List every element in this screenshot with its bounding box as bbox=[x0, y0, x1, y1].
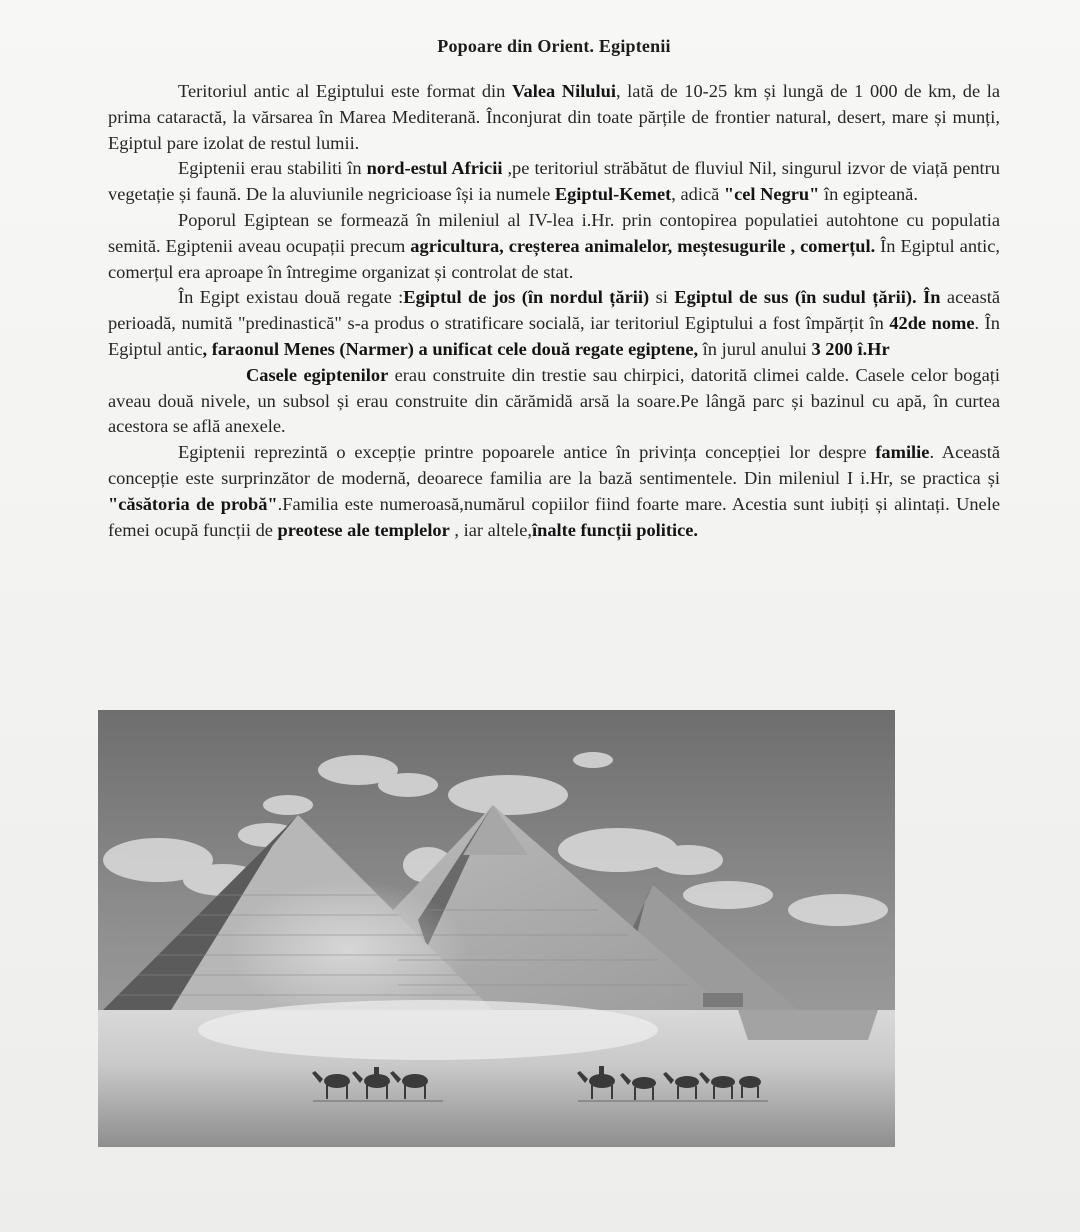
text-run: Poporul Egiptean se formează în mileniul al IV-lea i.Hr. prin contopirea populatiei autohtone cu populatia semită. Egiptenii aveau ocupații precum bbox=[108, 209, 1000, 256]
body-text bbox=[108, 79, 1000, 543]
paragraph bbox=[108, 79, 1000, 156]
bold-text: 3 200 î.Hr bbox=[811, 338, 890, 359]
text-run: , adică bbox=[671, 184, 724, 205]
text-run: în jurul anului bbox=[698, 338, 812, 359]
bold-text: Egiptul de sus (în sudul țării). În bbox=[674, 287, 941, 308]
text-run: . Această concepție este surprinzător de modernă, deoarece familia are la bază sentimentele. Din mileniul I i.Hr, se practica și bbox=[108, 442, 1000, 488]
document-page bbox=[108, 36, 1000, 543]
text-run: .Familia este numeroasă,numărul copiilor fiind foarte mare. Acestia sunt iubiți și alintați. Unele femei ocupă funcții de bbox=[108, 493, 1000, 540]
paragraph bbox=[108, 208, 1000, 285]
paragraph bbox=[108, 156, 1000, 208]
text-run: În Egipt existau două regate : bbox=[178, 287, 404, 308]
bold-text: preotese ale templelor bbox=[277, 519, 450, 540]
text-run: erau construite din trestie sau chirpici, datorită climei calde. Casele celor bogați aveau două nivele, un subsol și erau construite din cărămidă arsă la soare.Pe lângă parc și bazinul cu apă, în curtea acestora se află anexele. bbox=[108, 364, 1000, 437]
bold-text: familie bbox=[875, 442, 930, 463]
bold-text: Egiptul de jos (în nordul țării) bbox=[403, 287, 650, 308]
text-run: ,pe teritoriul străbătut de fluviul Nil, singurul izvor de viață pentru vegetație și faună. De la aluviunile negricioase își ia numele bbox=[108, 158, 1000, 205]
text-run: Teritoriul antic al Egiptului este format din bbox=[178, 81, 512, 101]
text-run: În Egiptul antic, comerțul era aproape în întregime organizat și controlat de stat. bbox=[108, 235, 1000, 282]
paragraph bbox=[108, 285, 1000, 362]
page-title: Popoare din Orient. Egiptenii bbox=[437, 36, 671, 56]
bold-text: "căsătoria de probă" bbox=[108, 493, 278, 514]
text-run: . În Egiptul antic bbox=[108, 313, 1000, 359]
pyramids-photo bbox=[98, 710, 895, 1147]
bold-text: "cel Negru" bbox=[723, 184, 820, 205]
text-run: , lată de 10-25 km și lungă de 1 000 de km, de la prima cataractă, la vărsarea în Marea Mediterană. Înconjurat din toate părțile de frontier natural, desert, mare și munți, Egiptul pare izolat de restul lumii. bbox=[108, 81, 1000, 153]
paragraph bbox=[108, 363, 1000, 440]
bold-text: , faraonul Menes (Narmer) a unificat cele două regate egiptene, bbox=[202, 338, 699, 359]
bold-text: agricultura, creșterea animalelor, meștesugurile , comerțul. bbox=[410, 235, 876, 256]
bold-text: nord-estul Africii bbox=[366, 158, 503, 179]
pyramids-illustration bbox=[98, 710, 895, 1147]
bold-text: Casele egiptenilor bbox=[246, 364, 389, 385]
bold-text: 42de nome bbox=[889, 313, 975, 334]
text-run: si bbox=[649, 287, 675, 308]
text-run: Egiptenii erau stabiliti în bbox=[178, 158, 367, 179]
text-run: această perioadă, numită "predinastică" s-a produs o stratificare socială, iar teritoriul Egiptului a fost împărțit în bbox=[108, 287, 1001, 334]
bold-text: înalte funcții politice. bbox=[532, 519, 699, 540]
text-run: în egipteană. bbox=[819, 184, 918, 205]
text-run: Egiptenii reprezintă o excepție printre popoarele antice în privința concepției lor despre bbox=[178, 442, 876, 463]
text-run: , iar altele, bbox=[449, 519, 532, 540]
bold-text: Valea Nilului bbox=[511, 81, 616, 101]
bold-text: Egiptul-Kemet bbox=[554, 184, 672, 205]
paragraph bbox=[108, 440, 1000, 543]
